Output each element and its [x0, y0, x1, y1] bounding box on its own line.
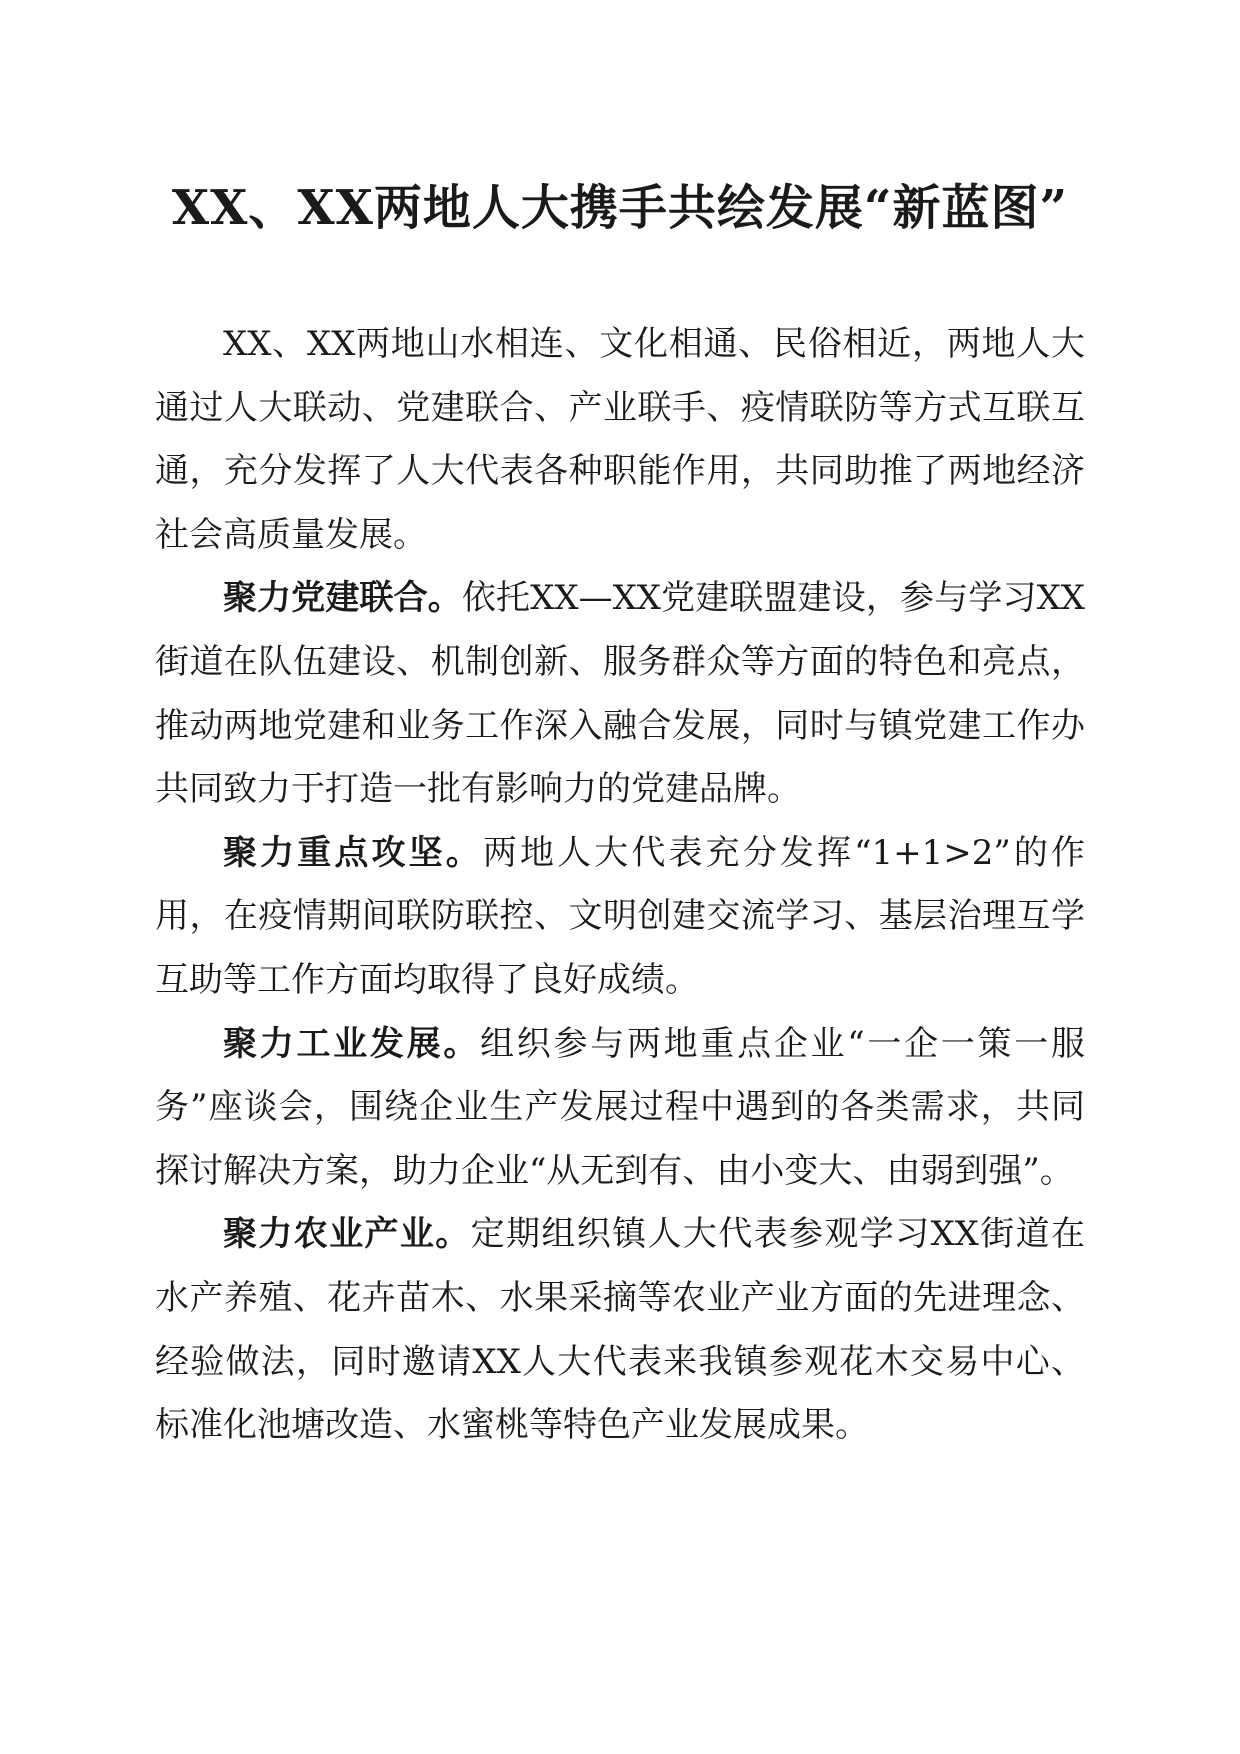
section-agriculture: [155, 1203, 1085, 1457]
section-text: 两地人大代表充分发挥“1+1>2”的作用，在疫情期间联防联控、文明创建交流学习、基层治理互学互助等工作方面均取得了良好成绩。: [155, 832, 1085, 1000]
section-text: 组织参与两地重点企业“一企一策一服务”座谈会，围绕企业生产发展过程中遇到的各类需求，共同探讨解决方案，助力企业“从无到有、由小变大、由弱到强”。: [155, 1023, 1085, 1191]
page-title: XX、XX两地人大携手共绘发展“新蓝图”: [171, 180, 1069, 236]
section-industry: [155, 1013, 1085, 1204]
intro-paragraph: XX、XX两地山水相连、文化相通、民俗相近，两地人大通过人大联动、党建联合、产业联手、疫情联防等方式互联互通，充分发挥了人大代表各种职能作用，共同助推了两地经济社会高质量发展。: [155, 324, 1085, 555]
section-key-tasks: [155, 822, 1085, 1013]
section-heading: 聚力党建联合。: [223, 578, 462, 619]
section-heading: 聚力工业发展。: [223, 1023, 481, 1064]
section-heading: 聚力重点攻坚。: [223, 832, 483, 873]
document-body: [155, 313, 1085, 1458]
section-heading: 聚力农业产业。: [223, 1214, 471, 1255]
section-text: 依托XX—XX党建联盟建设，参与学习XX街道在队伍建设、机制创新、服务群众等方面的特色和亮点，推动两地党建和业务工作深入融合发展，同时与镇党建工作办共同致力于打造一批有影响力的党建品牌。: [155, 578, 1085, 810]
section-party-building: [155, 567, 1085, 821]
section-text: 定期组织镇人大代表参观学习XX街道在水产养殖、花卉苗木、水果采摘等农业产业方面的先进理念、经验做法，同时邀请XX人大代表来我镇参观花木交易中心、标准化池塘改造、水蜜桃等特色产业发展成果。: [155, 1214, 1086, 1446]
